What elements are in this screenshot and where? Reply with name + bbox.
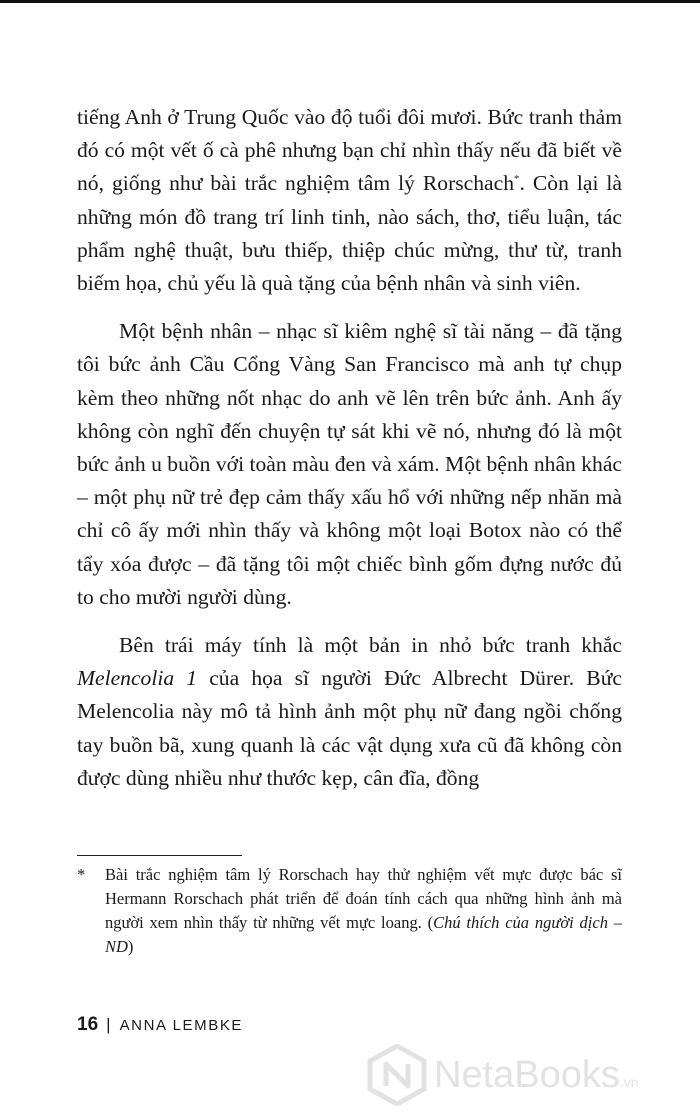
watermark-brand: NetaBooks bbox=[434, 1053, 620, 1096]
footer-separator: | bbox=[106, 1015, 111, 1034]
text-run: Một bệnh nhân – nhạc sĩ kiêm nghệ sĩ tài năng – đã tặng tôi bức ảnh Cầu Cổng Vàng San Francisco mà anh tự chụp kèm theo những nốt nhạc do anh vẽ lên trên bức ảnh. Anh ấy không còn nghĩ đến chuyện tự sát khi vẽ nó, nhưng đó là một bức ảnh u buồn với toàn màu đen và xám. Một bệnh nhân khác – một phụ nữ trẻ đẹp cảm thấy xấu hổ với những nếp nhăn mà chỉ cô ấy mới nhìn thấy và không một loại Botox nào có thể tẩy xóa được – đã tặng tôi một chiếc bình gốm đựng nước đủ to cho mười người dùng. bbox=[77, 319, 622, 609]
watermark bbox=[366, 1040, 696, 1110]
paragraph bbox=[77, 101, 622, 300]
page-footer bbox=[77, 1014, 243, 1036]
footnote bbox=[77, 863, 622, 959]
italic-text: Melencolia 1 bbox=[77, 666, 198, 691]
body-text bbox=[77, 101, 622, 810]
paragraph bbox=[77, 315, 622, 614]
page-number: 16 bbox=[77, 1014, 99, 1035]
paragraph bbox=[77, 629, 622, 795]
netabooks-logo-icon bbox=[366, 1044, 428, 1106]
watermark-text bbox=[434, 1054, 639, 1097]
text-run: của họa sĩ người Đức Albrecht Dürer. Bức Melencolia này mô tả hình ảnh một phụ nữ đang ngồi chống tay buồn bã, xung quanh là các vật dụng xưa cũ đã không còn được dùng nhiều như thước kẹp, cân đĩa, đồng bbox=[77, 666, 622, 790]
footnote-mark: * bbox=[77, 865, 86, 884]
text-run: Bên trái máy tính là một bản in nhỏ bức tranh khắc bbox=[119, 633, 622, 658]
footnote-reference: * bbox=[514, 173, 520, 186]
top-rule bbox=[0, 0, 700, 3]
text-run: . Còn lại là những món đồ trang trí linh tinh, nào sách, thơ, tiểu luận, tác phẩm nghệ thuật, bưu thiếp, thiệp chúc mừng, thư từ, tranh biếm họa, chủ yếu là quà tặng của bệnh nhân và sinh viên. bbox=[77, 171, 622, 296]
text-run: tiếng Anh ở Trung Quốc vào độ tuổi đôi mươi. Bức tranh thảm đó có một vết ố cà phê nhưng bạn chỉ nhìn thấy nếu đã biết về nó, giống như bài trắc nghiệm tâm lý Rorschach bbox=[77, 105, 622, 196]
italic-text: Chú thích của người dịch – ND bbox=[105, 913, 622, 956]
running-author: ANNA LEMBKE bbox=[119, 1016, 244, 1034]
text-run: Bài trắc nghiệm tâm lý Rorschach hay thử nghiệm vết mực được bác sĩ Hermann Rorschach phát triển để đoán tính cách qua những hình ảnh mà người xem nhìn thấy từ những vết mực loang. ( bbox=[105, 865, 622, 932]
footnote-rule bbox=[77, 855, 242, 856]
text-run: ) bbox=[127, 937, 134, 956]
footnote-text bbox=[105, 863, 622, 959]
watermark-tld: .vn bbox=[619, 1073, 639, 1090]
